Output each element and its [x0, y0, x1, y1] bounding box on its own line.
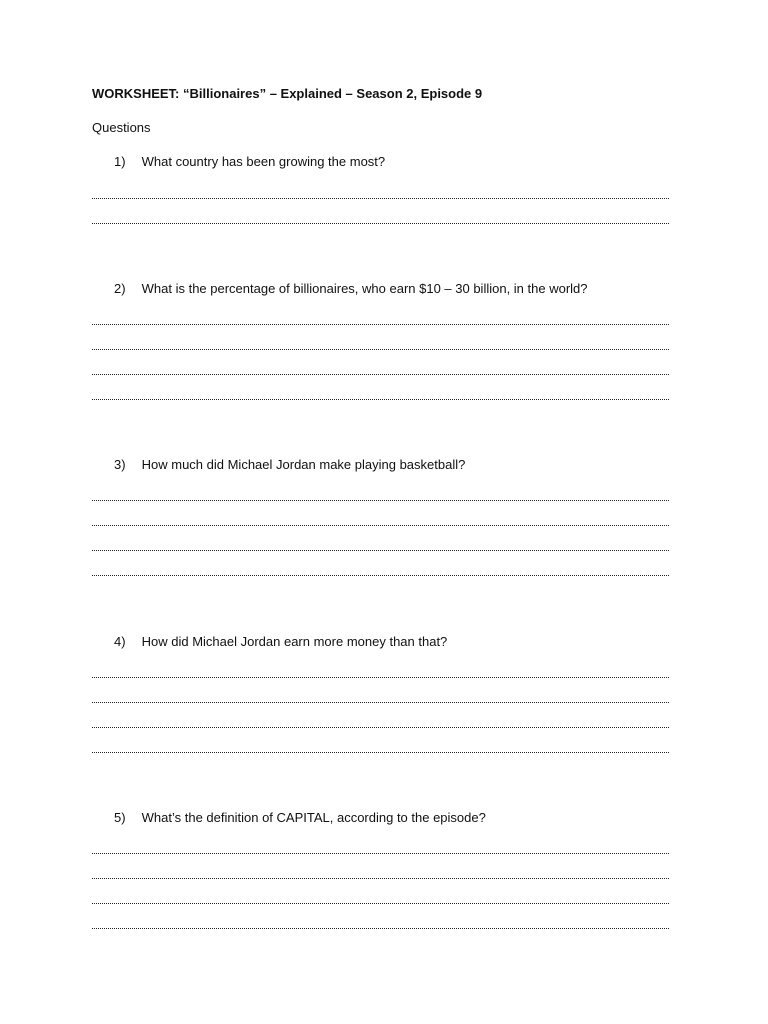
- answer-line[interactable]: [92, 727, 669, 728]
- section-label: Questions: [92, 120, 151, 135]
- answer-line[interactable]: [92, 374, 669, 375]
- worksheet-title: WORKSHEET: “Billionaires” – Explained – Season 2, Episode 9: [92, 86, 483, 101]
- answer-line[interactable]: [92, 349, 669, 350]
- question-number: 5): [114, 810, 126, 825]
- answer-line[interactable]: [92, 677, 669, 678]
- question-text: What’s the definition of CAPITAL, according to the episode?: [141, 810, 486, 825]
- answer-line[interactable]: [92, 500, 669, 501]
- answer-line[interactable]: [92, 928, 669, 929]
- question-text: How much did Michael Jordan make playing basketball?: [141, 457, 466, 472]
- answer-line[interactable]: [92, 752, 669, 753]
- question-1: [114, 154, 385, 169]
- answer-line[interactable]: [92, 575, 669, 576]
- question-5: [114, 810, 486, 825]
- answer-line[interactable]: [92, 324, 669, 325]
- question-3: [114, 457, 465, 472]
- question-text: What is the percentage of billionaires, who earn $10 – 30 billion, in the world?: [141, 281, 588, 296]
- question-text: What country has been growing the most?: [141, 154, 386, 169]
- question-number: 2): [114, 281, 126, 296]
- answer-line[interactable]: [92, 198, 669, 199]
- answer-line[interactable]: [92, 903, 669, 904]
- question-4: [114, 634, 447, 649]
- question-number: 3): [114, 457, 126, 472]
- question-2: [114, 281, 588, 296]
- question-text: How did Michael Jordan earn more money than that?: [141, 634, 448, 649]
- answer-line[interactable]: [92, 702, 669, 703]
- question-number: 1): [114, 154, 126, 169]
- answer-line[interactable]: [92, 223, 669, 224]
- answer-line[interactable]: [92, 853, 669, 854]
- answer-line[interactable]: [92, 399, 669, 400]
- answer-line[interactable]: [92, 550, 669, 551]
- answer-line[interactable]: [92, 878, 669, 879]
- question-number: 4): [114, 634, 126, 649]
- answer-line[interactable]: [92, 525, 669, 526]
